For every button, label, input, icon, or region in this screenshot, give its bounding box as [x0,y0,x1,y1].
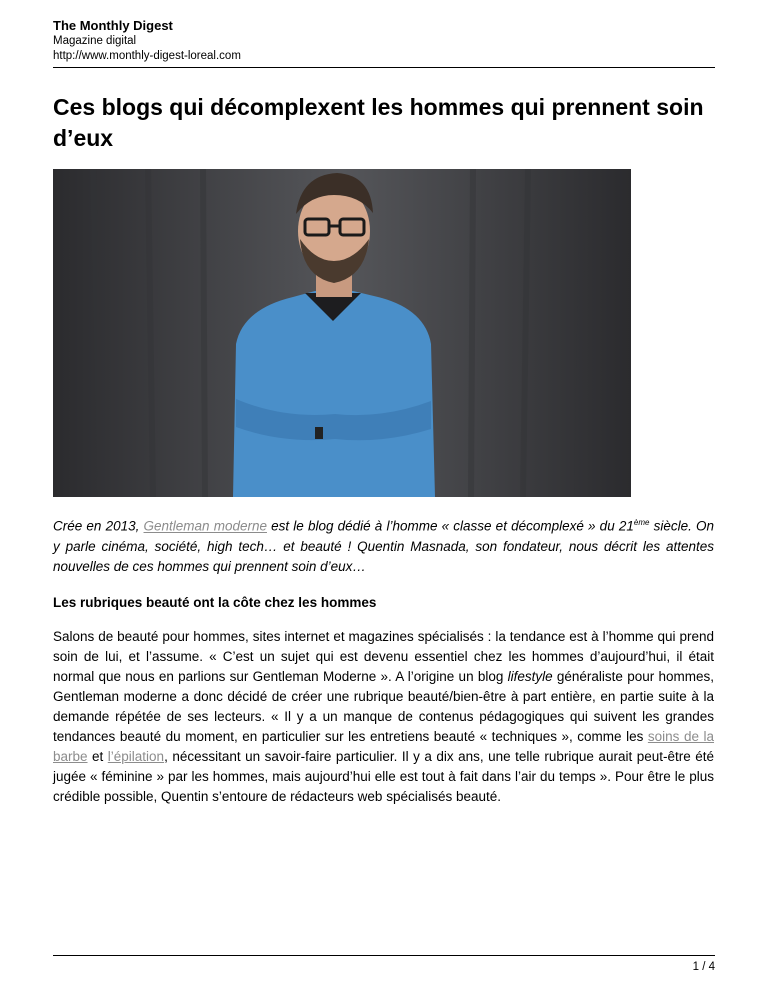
section-heading: Les rubriques beauté ont la côte chez les hommes [53,595,377,610]
soins-barbe-link[interactable]: soins de la barbe [53,729,715,764]
intro-superscript: ème [633,518,650,527]
site-subtitle: Magazine digital [53,35,137,47]
site-name: The Monthly Digest [53,18,173,33]
portrait-photo-icon [53,169,631,497]
site-url[interactable]: http://www.monthly-digest-loreal.com [53,50,241,62]
intro-text-1: est le blog dédié à l’homme « classe et décomplexé » du 21 [266,518,634,534]
article-intro [53,513,714,577]
body-text-2: généraliste pour hommes, Gentleman moderne a donc décidé de créer une rubrique beauté/bien-être à part entière, en partie suite à la demande répétée de ses lecteurs. « Il y a un manque de contenus pédagogiques qui suivent les grandes tendances beauté du moment, en particulier sur les entretiens beauté « techniques », comme les [53,669,714,744]
page-header [53,15,715,68]
gentleman-moderne-link[interactable]: Gentleman moderne [143,518,267,534]
page-footer [53,955,715,973]
body-connector: et [87,749,108,764]
article-title: Ces blogs qui décomplexent les hommes qui prennent soin d’eux [53,94,704,151]
body-text-1: Salons de beauté pour hommes, sites internet et magazines spécialisés : la tendance est à l’homme qui prend soin de lui, et l’assume. « C’est un sujet qui est devenu essentiel chez les hommes d’aujourd’hui, il était normal que nous en parlions sur Gentleman Moderne ». A l’origine un blog [53,629,714,684]
page-indicator: 1 / 4 [692,961,715,973]
body-text-3: , nécessitant un savoir-faire particulier. Il y a dix ans, une telle rubrique aurait peut-être été jugée « féminine » par les hommes, mais aujourd’hui elle est tout à fait dans l’air du temps ». Pour être le plus crédible possible, Quentin s’entoure de rédacteurs web spécialisés beauté. [53,749,714,804]
intro-text-2: siècle. On y parle cinéma, société, high tech… et beauté ! Quentin Masnada, son fondateur, nous décrit les attentes nouvelles de ces hommes qui prennent soin d’eux… [53,518,715,574]
article-body [53,627,714,807]
article-hero-image [53,169,631,497]
epilation-link[interactable]: l’épilation [107,749,165,764]
intro-prefix: Crée en 2013, [53,518,144,534]
body-italic-word: lifestyle [507,669,553,684]
